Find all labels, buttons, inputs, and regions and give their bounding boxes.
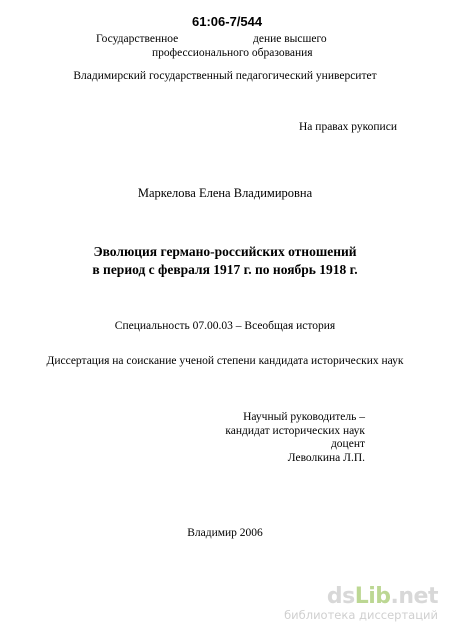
ministry-line-right: дение высшего [253,33,327,45]
dslib-logo-net: .net [390,584,438,609]
supervisor-name: Леволкина Л.П. [287,451,365,464]
dslib-logo-ds: ds [326,584,355,609]
rights-note: На правах рукописи [299,121,397,133]
supervisor-role: Научный руководитель – [243,411,365,423]
dslib-watermark [284,585,438,622]
specialty: Специальность 07.00.03 – Всеобщая история [114,320,336,332]
supervisor-degree: кандидат исторических наук [225,424,365,437]
ministry-line-2: профессионального образования [152,47,313,59]
thesis-title-line-1: Эволюция германо-российских отношений [93,244,357,259]
city-year: Владимир 2006 [187,527,263,539]
supervisor-title: доцент [330,438,365,450]
university-name: Владимирский государственный педагогический университет [73,70,377,82]
author-name: Маркелова Елена Владимировна [137,186,313,200]
ministry-line-left: Государственное [96,33,179,45]
thesis-title-line-2: в период с февраля 1917 г. по ноябрь 1918 г. [92,262,358,277]
dslib-logo-lib: Lib [354,584,391,609]
degree-statement: Диссертация на соискание ученой степени кандидата исторических наук [46,355,404,367]
catalog-stamp: 61:06-7/544 [192,14,263,29]
dslib-logo [284,585,438,609]
supervisor-block [225,411,365,465]
dslib-subtitle: библиотека диссертаций [284,608,438,622]
